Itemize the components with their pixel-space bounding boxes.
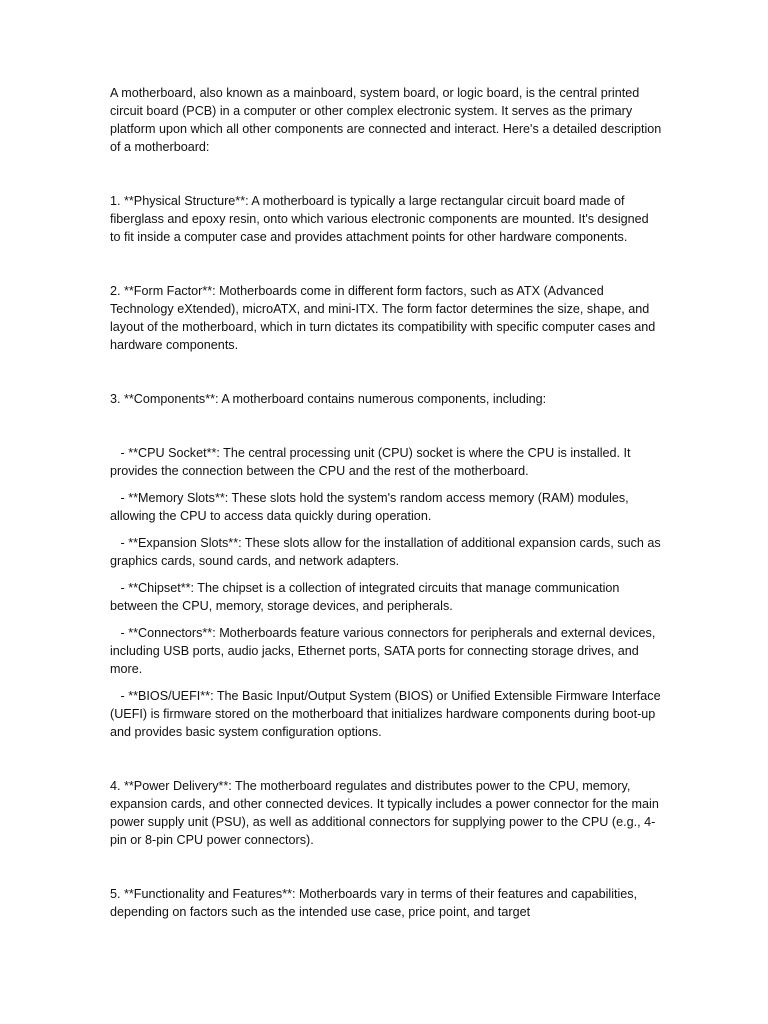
intro-paragraph: A motherboard, also known as a mainboard, system board, or logic board, is the central printed circuit board (PCB) in a computer or other complex electronic system. It serves as the primary platform upon which all other components are connected and interact. Here's a detailed description of a motherboard: <box>110 86 662 154</box>
section-components: 3. **Components**: A motherboard contains numerous components, including: <box>110 392 547 406</box>
component-bios-uefi: - **BIOS/UEFI**: The Basic Input/Output System (BIOS) or Unified Extensible Firmware Interface (UEFI) is firmware stored on the motherboard that initializes hardware components during boot-up and provides basic system configuration options. <box>110 689 665 739</box>
section-form-factor: 2. **Form Factor**: Motherboards come in different form factors, such as ATX (Advanced Technology eXtended), microATX, and mini-ITX. The form factor determines the size, shape, and layout of the motherboard, which in turn dictates its compatibility with specific computer cases and hardware components. <box>110 284 656 352</box>
component-connectors: - **Connectors**: Motherboards feature various connectors for peripherals and external devices, including USB ports, audio jacks, Ethernet ports, SATA ports for connecting storage drives, and more. <box>110 626 659 676</box>
component-chipset: - **Chipset**: The chipset is a collection of integrated circuits that manage communication between the CPU, memory, storage devices, and peripherals. <box>110 581 623 613</box>
section-physical-structure: 1. **Physical Structure**: A motherboard is typically a large rectangular circuit board made of fiberglass and epoxy resin, onto which various electronic components are mounted. It's designed to fit inside a computer case and provides attachment points for other hardware components. <box>110 194 649 244</box>
section-functionality-features: 5. **Functionality and Features**: Motherboards vary in terms of their features and capabilities, depending on factors such as the intended use case, price point, and target <box>110 887 638 919</box>
component-expansion-slots: - **Expansion Slots**: These slots allow for the installation of additional expansion cards, such as graphics cards, sound cards, and network adapters. <box>110 536 665 568</box>
section-power-delivery: 4. **Power Delivery**: The motherboard regulates and distributes power to the CPU, memory, expansion cards, and other connected devices. It typically includes a power connector for the main power supply unit (PSU), as well as additional connectors for supplying power to the CPU (e.g., 4-pin or 8-pin CPU power connectors). <box>110 779 659 847</box>
component-memory-slots: - **Memory Slots**: These slots hold the system's random access memory (RAM) modules, allowing the CPU to access data quickly during operation. <box>110 491 633 523</box>
component-cpu-socket: - **CPU Socket**: The central processing unit (CPU) socket is where the CPU is installed. It provides the connection between the CPU and the rest of the motherboard. <box>110 446 635 478</box>
document-body <box>110 84 665 921</box>
